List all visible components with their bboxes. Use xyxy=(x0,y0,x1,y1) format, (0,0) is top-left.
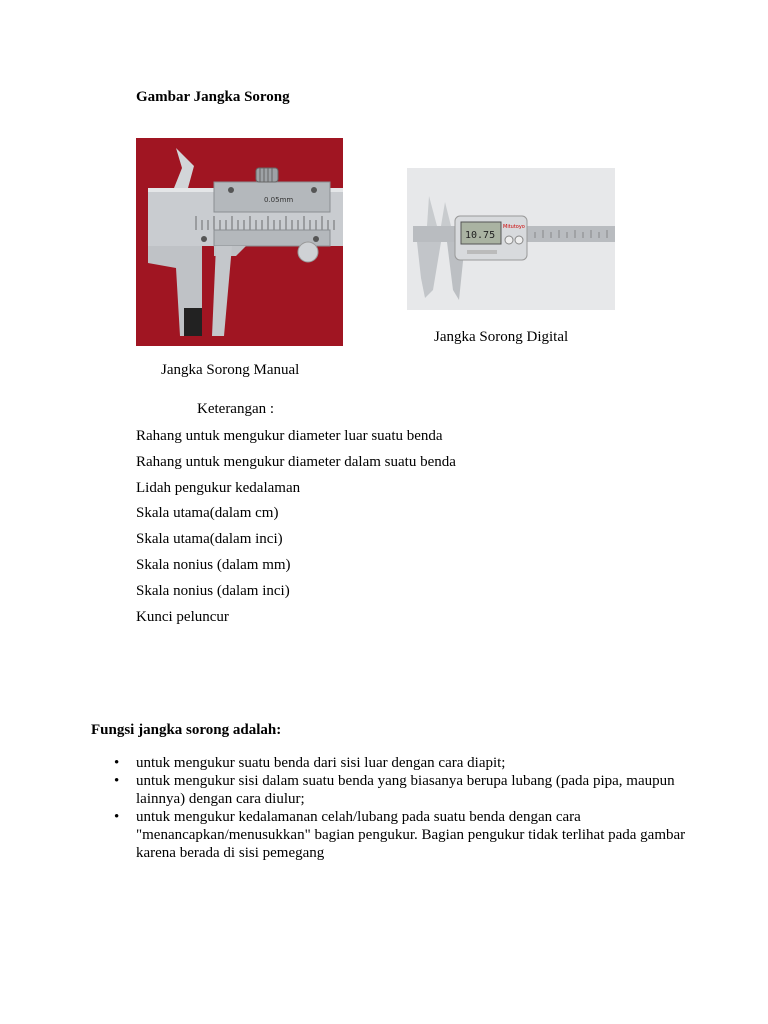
brand-label: Mitutoyo xyxy=(503,224,525,230)
legend-list xyxy=(136,426,456,632)
legend-item: Kunci peluncur xyxy=(136,608,229,625)
fungsi-heading: Fungsi jangka sorong adalah: xyxy=(91,722,282,738)
legend-item: Rahang untuk mengukur diameter dalam suatu benda xyxy=(136,453,456,470)
legend-item: Skala nonius (dalam mm) xyxy=(136,556,291,573)
digital-vernier-caliper-photo xyxy=(407,168,615,310)
manual-vernier-caliper-photo xyxy=(136,138,343,346)
fungsi-item: • untuk mengukur suatu benda dari sisi luar dengan cara diapit; xyxy=(136,754,696,772)
legend-item: Skala utama(dalam cm) xyxy=(136,505,279,522)
legend-item: Lidah pengukur kedalaman xyxy=(136,479,301,496)
fungsi-item: • untuk mengukur sisi dalam suatu benda yang biasanya berupa lubang (pada pipa, maupun lainnya) dengan cara diulur; xyxy=(136,772,696,808)
legend-item: Rahang untuk mengukur diameter luar suatu benda xyxy=(136,428,443,444)
digital-caliper-caption: Jangka Sorong Digital xyxy=(434,329,569,345)
fungsi-item: • untuk mengukur kedalamanan celah/lubang pada suatu benda dengan cara "menancapkan/menusukkan" bagian pengukur. Bagian pengukur tidak terlihat pada gambar karena berada di sisi pemegang xyxy=(136,808,696,862)
fungsi-list xyxy=(136,754,696,862)
legend-item: Skala utama(dalam inci) xyxy=(136,531,283,548)
page-title: Gambar Jangka Sorong xyxy=(136,89,290,105)
manual-caliper-caption: Jangka Sorong Manual xyxy=(161,362,300,378)
vernier-scale-label: 0.05mm xyxy=(264,196,294,204)
legend-item: Skala nonius (dalam inci) xyxy=(136,582,290,599)
legend-title: Keterangan : xyxy=(197,401,275,417)
digital-display-value: 10.75 xyxy=(465,230,496,241)
